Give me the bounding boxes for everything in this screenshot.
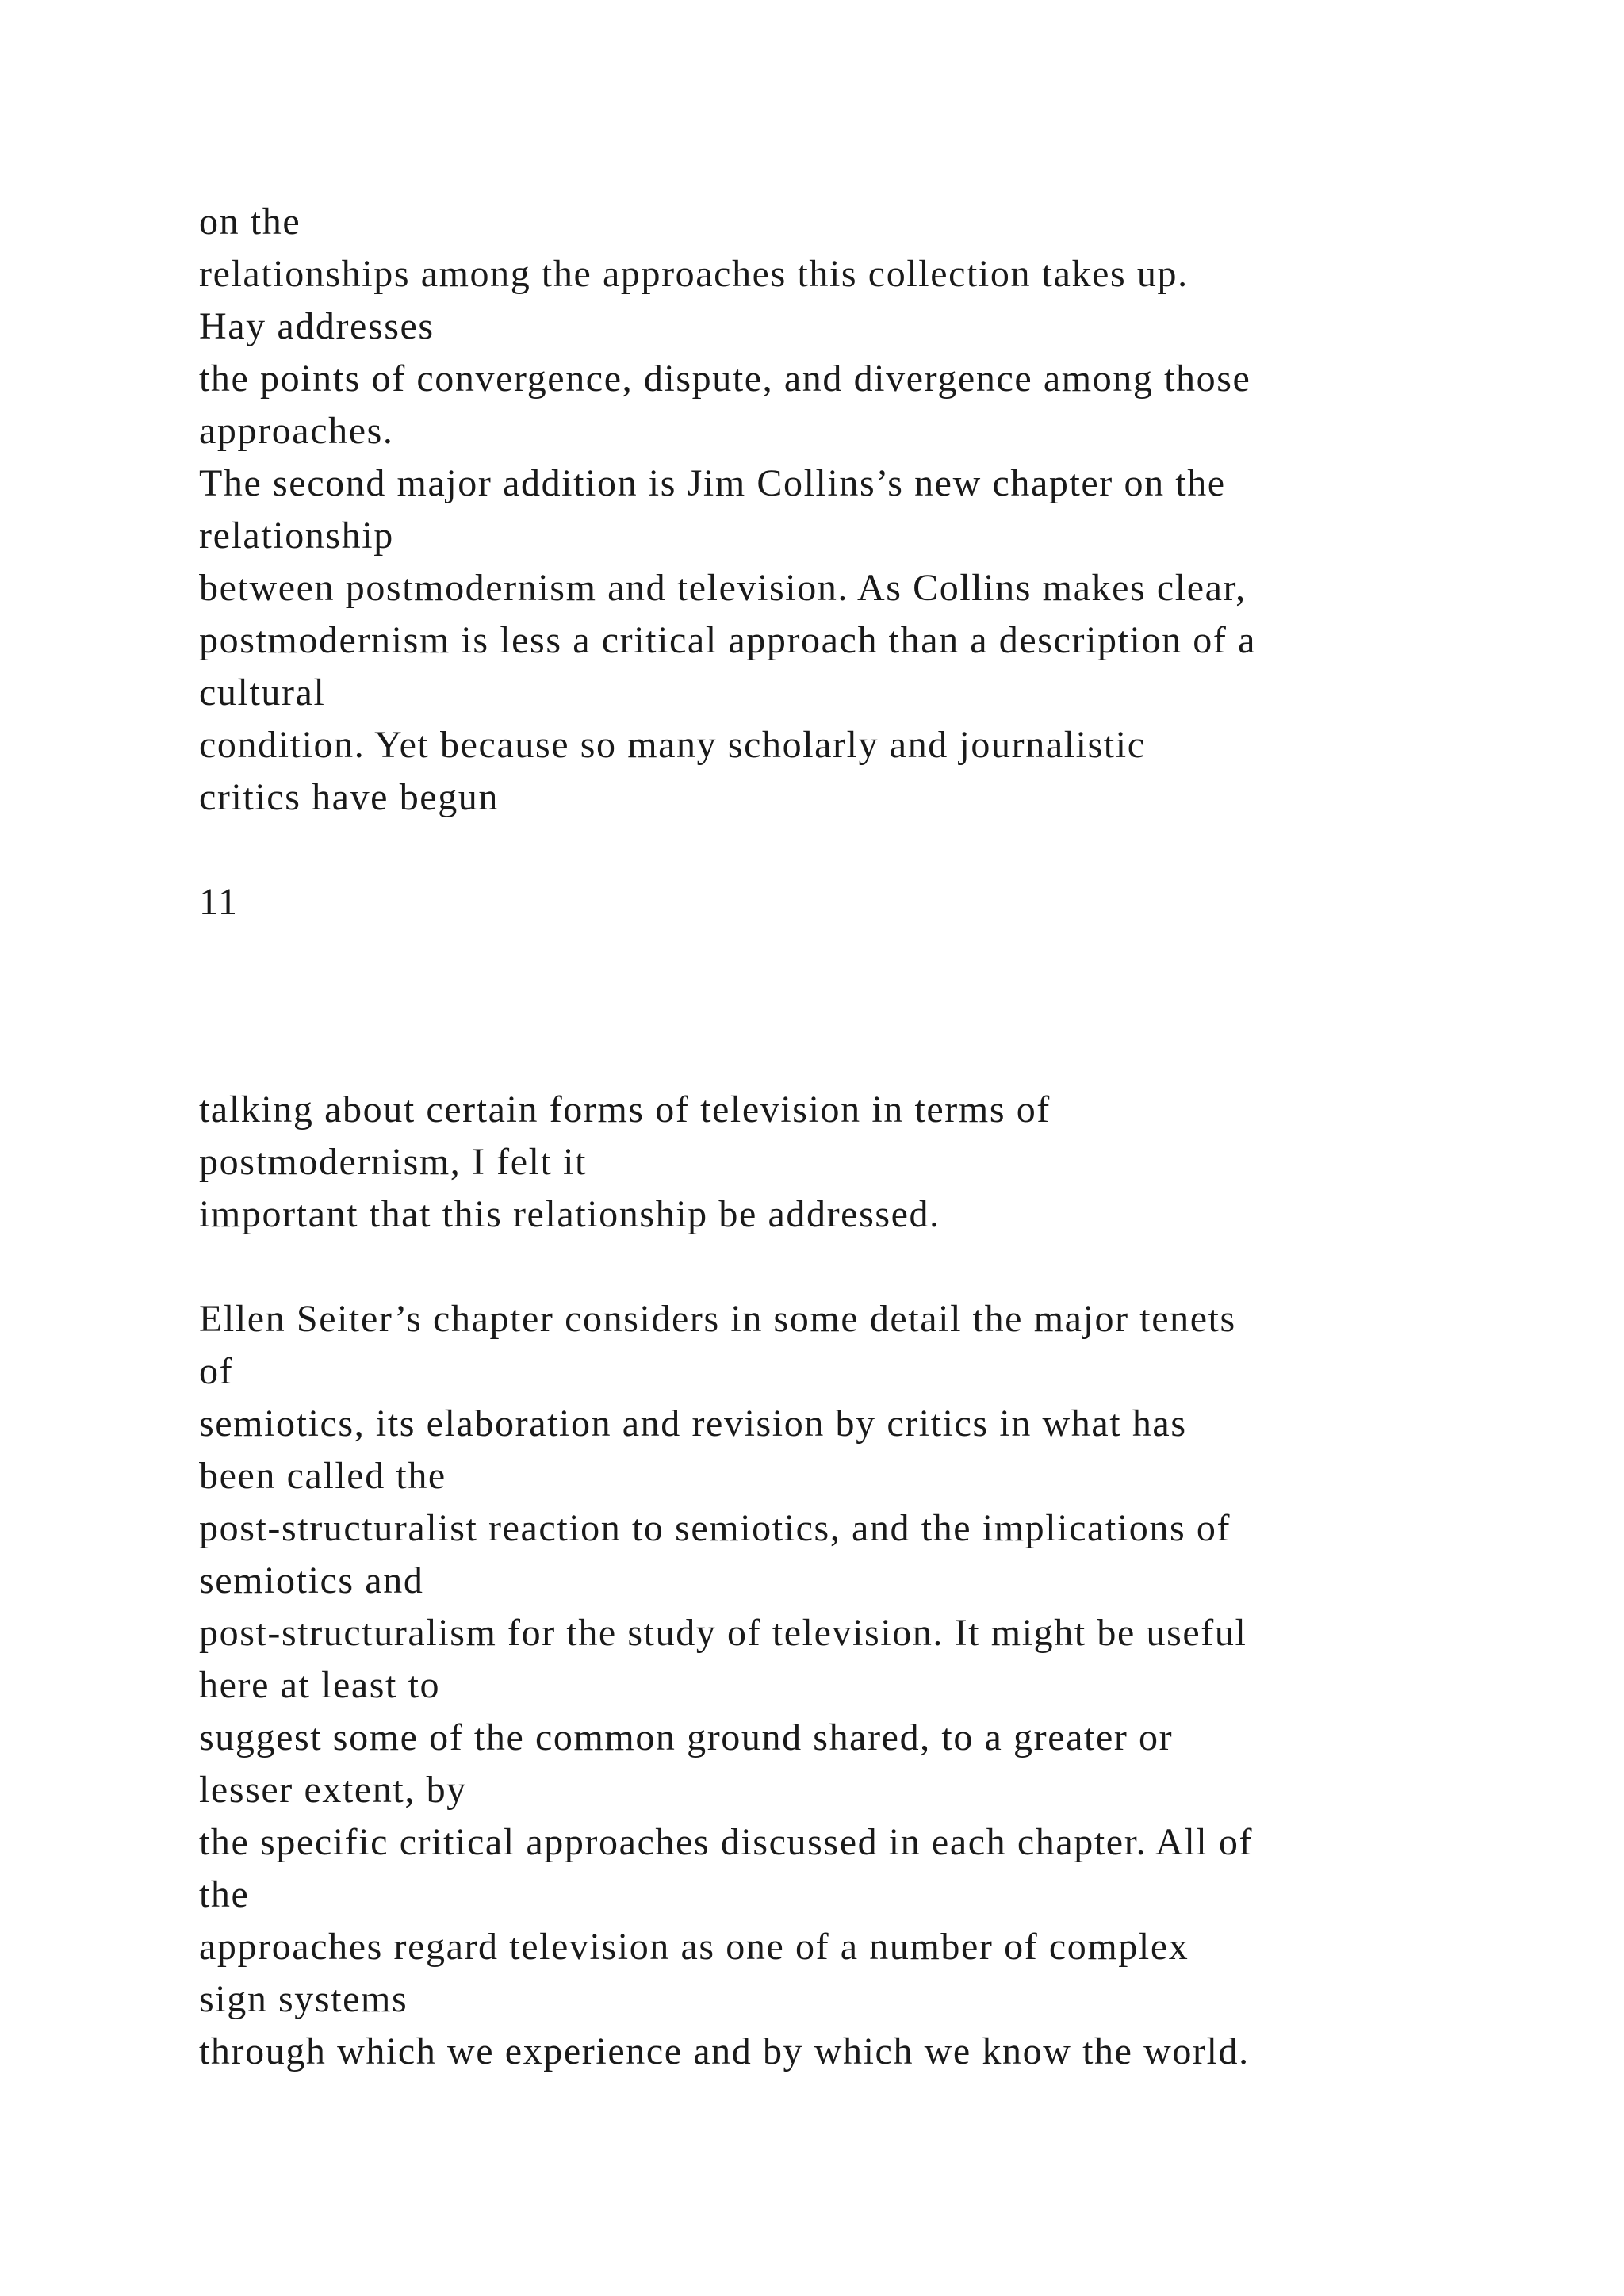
text-line: postmodernism, I felt it (199, 1141, 588, 1183)
text-line: the specific critical approaches discussed in each chapter. All of (199, 1821, 1254, 1863)
text-line: condition. Yet because so many scholarly and journalistic (199, 724, 1146, 766)
text-line: here at least to (199, 1664, 441, 1706)
text-line: sign systems (199, 1978, 408, 2020)
text-line: The second major addition is Jim Collins’s new chapter on the (199, 462, 1226, 504)
text-line: postmodernism is less a critical approach than a description of a (199, 619, 1256, 661)
text-line: been called the (199, 1455, 446, 1497)
text-line: post-structuralism for the study of television. It might be useful (199, 1612, 1247, 1654)
text-line: of (199, 1350, 234, 1392)
text-line: the (199, 1873, 250, 1915)
text-line: lesser extent, by (199, 1769, 467, 1811)
text-line: cultural (199, 672, 326, 714)
text-line: critics have begun (199, 776, 499, 818)
text-line: talking about certain forms of television in terms of (199, 1089, 1051, 1131)
text-line: semiotics, its elaboration and revision by critics in what has (199, 1402, 1187, 1445)
text-line: relationship (199, 515, 394, 557)
text-line: semiotics and (199, 1559, 424, 1601)
page-number: 11 (199, 881, 239, 923)
text-line: Ellen Seiter’s chapter considers in some detail the major tenets (199, 1298, 1236, 1340)
text-line: suggest some of the common ground shared, to a greater or (199, 1716, 1174, 1758)
text-line: between postmodernism and television. As Collins makes clear, (199, 567, 1247, 609)
text-line: through which we experience and by which we know the world. (199, 2030, 1250, 2072)
text-line: relationships among the approaches this collection takes up. (199, 253, 1189, 295)
text-line: approaches. (199, 410, 394, 452)
text-line: Hay addresses (199, 305, 435, 347)
text-line: important that this relationship be addressed. (199, 1193, 940, 1235)
text-line: the points of convergence, dispute, and divergence among those (199, 358, 1251, 400)
text-line: approaches regard television as one of a number of complex (199, 1926, 1189, 1968)
text-line: on the (199, 201, 301, 243)
text-line: post-structuralist reaction to semiotics, and the implications of (199, 1507, 1231, 1549)
